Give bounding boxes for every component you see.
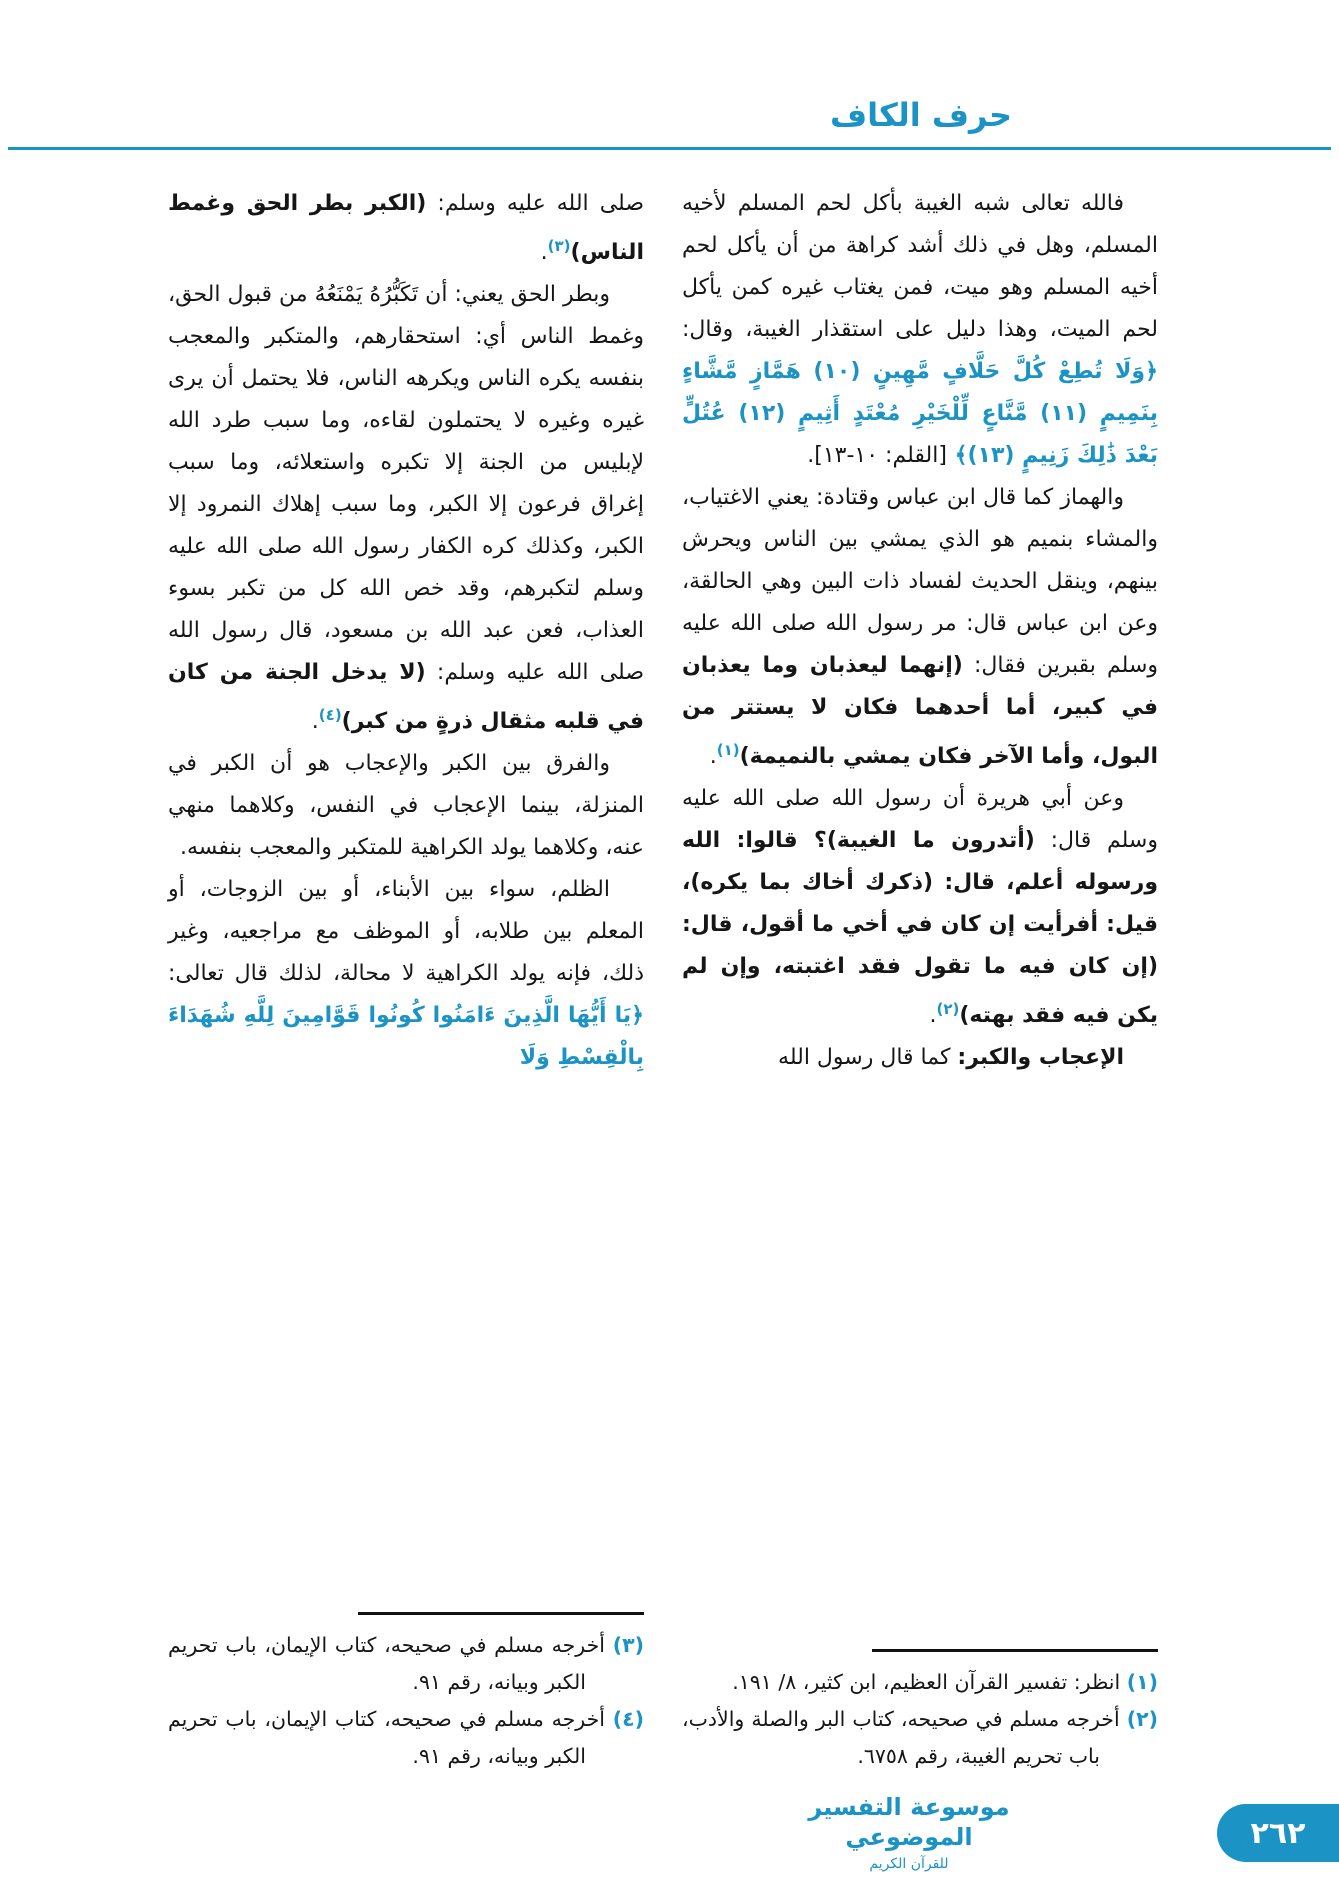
column-left-body [168, 183, 644, 1079]
paragraph [168, 183, 644, 274]
body-text: فالله تعالى شبه الغيبة بأكل لحم المسلم لأخيه المسلم، وهل في ذلك أشد كراهة من أن يأكل لحم أخيه المسلم وهو ميت، فمن يغتاب غيره كمن يأكل لحم الميت، وهذا دليل على استقذار الغيبة، وقال: [682, 191, 1158, 342]
publisher-logo [784, 1792, 1034, 1874]
text-columns [168, 183, 1158, 1775]
footnote-ref: (٣) [547, 237, 571, 255]
body-text: صلى الله عليه وسلم: [426, 191, 645, 216]
header-divider [8, 147, 1331, 150]
footnote-divider [358, 1612, 644, 1615]
footnote [682, 1664, 1158, 1701]
footnote-ref: (٤) [318, 706, 342, 724]
footnote [168, 1627, 644, 1701]
paragraph [168, 743, 644, 869]
footnote-text: انظر: تفسير القرآن العظيم، ابن كثير، ٨/ ١٩١. [732, 1670, 1121, 1694]
hadith-quote: (لا يدخل الجنة من كان في قلبه مثقال ذرةٍ من كبر) [168, 660, 644, 734]
body-text: . [540, 240, 548, 265]
body-text: . [311, 709, 319, 734]
hadith-quote: (أتدرون ما الغيبة)؟ قالوا: الله ورسوله أعلم، قال: (ذكرك أخاك بما يكره)، قيل: أفرأيت إن كان في أخي ما أقول، قال: (إن كان فيه ما تقول فقد اغتبته، وإن لم يكن فيه فقد بهته) [682, 828, 1158, 1028]
paragraph [168, 274, 644, 743]
body-text: . [929, 1003, 937, 1028]
footnote-number: (١) [1126, 1670, 1158, 1694]
body-text: كما قال رسول الله [778, 1045, 958, 1070]
body-text: وبطر الحق يعني: أن تَكَبُّرُهُ يَمْنَعُهُ من قبول الحق، وغمط الناس أي: استحقارهم، والمتكبر والمعجب بنفسه يكره الناس ويكرهه الناس، فلا يحتمل أن يرى غيره وغيره لا يحتملون لقاءه، وما سبب طرد الله لإبليس من الجنة إلا تكبره واستعلائه، وما سبب إغراق فرعون إلا الكبر، وما سبب إهلاك النمرود إلا الكبر، وكذلك كره الكفار رسول الله صلى الله عليه وسلم لتكبرهم، وقد خص الله كل من تكبر بسوء العذاب، فعن عبد الله بن مسعود، قال رسول الله صلى الله عليه وسلم: [168, 282, 645, 685]
footnote-ref: (٢) [936, 1000, 960, 1018]
verse-reference: [القلم: ١٠-١٣]. [807, 443, 947, 468]
paragraph [682, 778, 1158, 1037]
quran-verse: ﴿يَا أَيُّهَا الَّذِينَ ءَامَنُوا كُونُوا قَوَّامِينَ لِلَّهِ شُهَدَاءَ بِالْقِسْطِ وَلَا [168, 1003, 644, 1070]
body-text: وعن أبي هريرة أن رسول الله صلى الله عليه وسلم قال: [682, 786, 1158, 853]
paragraph [682, 477, 1158, 778]
section-lead: الإعجاب والكبر: [957, 1045, 1124, 1070]
page-number-badge [1217, 1804, 1339, 1862]
publisher-logo-subtitle: للقرآن الكريم [869, 1856, 949, 1872]
footnotes-left [168, 1612, 644, 1775]
body-text: والهماز كما قال ابن عباس وقتادة: يعني الاغتياب، والمشاء بنميم هو الذي يمشي بين الناس ويحرش بينهم، وينقل الحديث لفساد ذات البين وهي الحالقة، وعن ابن عباس قال: مر رسول الله صلى الله عليه وسلم بقبرين فقال: [682, 485, 1159, 678]
footnote-text: أخرجه مسلم في صحيحه، كتاب الإيمان، باب تحريم الكبر وبيانه، رقم ٩١. [168, 1633, 605, 1694]
body-text: . [709, 744, 717, 769]
paragraph [168, 869, 644, 1079]
paragraph [682, 1037, 1158, 1079]
hadith-quote: (الكبر بطر الحق وغمط الناس) [168, 191, 644, 265]
body-text: والفرق بين الكبر والإعجاب هو أن الكبر في المنزلة، بينما الإعجاب في النفس، وكلاهما منهي عنه، وكلاهما يولد الكراهية للمتكبر والمعجب بنفسه. [168, 751, 644, 860]
quran-verse: ﴿وَلَا تُطِعْ كُلَّ حَلَّافٍ مَّهِينٍ (١٠) هَمَّازٍ مَّشَّاءٍ بِنَمِيمٍ (١١) مَّنَّاعٍ لِّلْخَيْرِ مُعْتَدٍ أَثِيمٍ (١٢) عُتُلٍّ بَعْدَ ذَٰلِكَ زَنِيمٍ (١٣)﴾ [682, 359, 1159, 468]
footnote-divider [872, 1649, 1158, 1652]
footnote-number: (٣) [612, 1633, 644, 1657]
footnote-number: (٤) [612, 1707, 644, 1731]
chapter-header: حرف الكاف [829, 96, 1012, 134]
footnote-number: (٢) [1126, 1707, 1158, 1731]
page-number: ٢٦٢ [1250, 1815, 1306, 1851]
footnote-text: أخرجه مسلم في صحيحه، كتاب البر والصلة والأدب، باب تحريم الغيبة، رقم ٦٧٥٨. [682, 1707, 1120, 1768]
column-right [682, 183, 1158, 1775]
footnote-ref: (١) [716, 741, 740, 759]
column-left [168, 183, 644, 1775]
footnote [168, 1701, 644, 1775]
column-right-body [682, 183, 1158, 1079]
paragraph [682, 183, 1158, 477]
publisher-logo-title: موسوعة التفسير الموضوعي [808, 1793, 1010, 1851]
hadith-quote: (إنهما ليعذبان وما يعذبان في كبير، أما أحدهما فكان لا يستتر من البول، وأما الآخر فكان يمشي بالنميمة) [682, 653, 1158, 769]
footnotes-right [682, 1649, 1158, 1775]
body-text: الظلم، سواء بين الأبناء، أو بين الزوجات، أو المعلم بين طلابه، أو الموظف مع مراجعيه، وغير ذلك، فإنه يولد الكراهية لا محالة، لذلك قال تعالى: [168, 877, 644, 986]
footnote [682, 1701, 1158, 1775]
footnote-text: أخرجه مسلم في صحيحه، كتاب الإيمان، باب تحريم الكبر وبيانه، رقم ٩١. [168, 1707, 605, 1768]
